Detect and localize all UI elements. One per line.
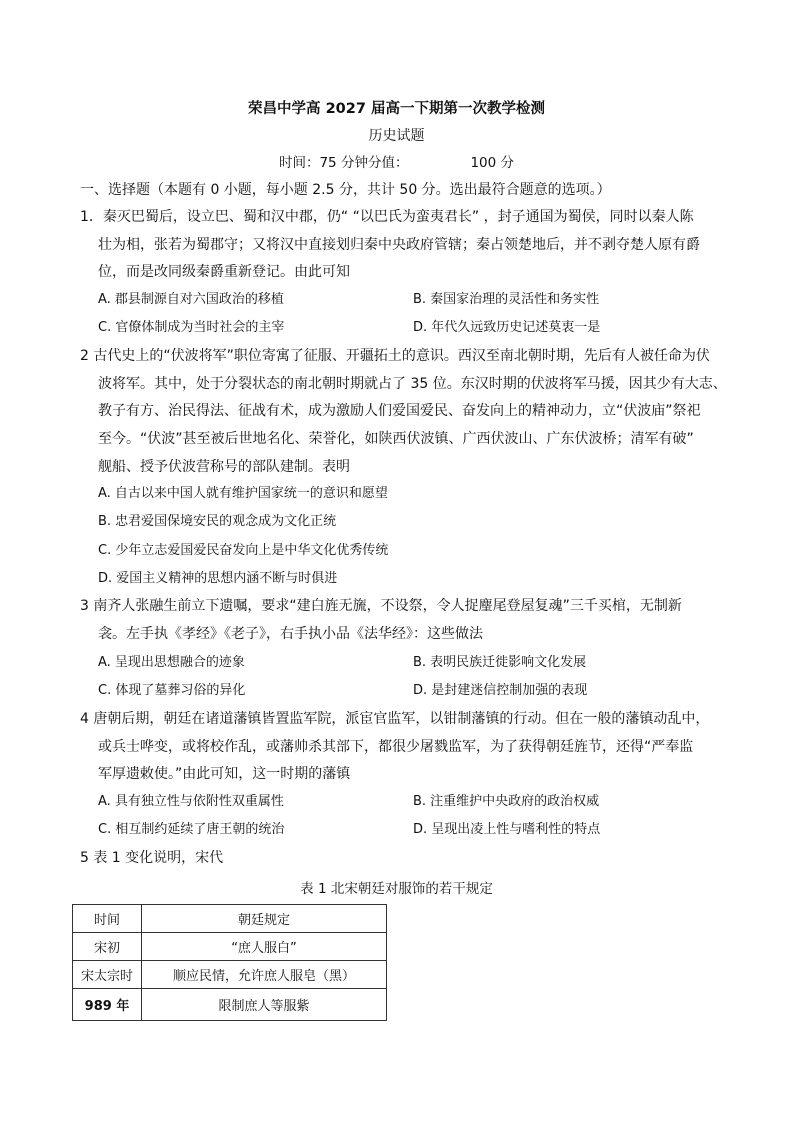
table-cell: 顺应民情，允许庶人服皂（黑） — [142, 961, 387, 989]
table-row — [73, 961, 387, 989]
section-heading: 一、选择题（本题有 0 小题，每小题 2.5 分，共计 50 分。选出最符合题意的选项。） — [80, 182, 611, 198]
score-value: 100 分 — [470, 155, 515, 171]
answer-option: C. 少年立志爱国爱民奋发向上是中华文化优秀传统 — [98, 543, 389, 558]
exam-subtitle: 历史试题 — [368, 128, 425, 144]
answer-option: B. 秦国家治理的灵活性和务实性 — [413, 292, 600, 307]
question-stem-line: 2 古代史上的“伏波将军”职位寄寓了征服、开疆拓土的意识。西汉至南北朝时期，先后有人被任命为伏 — [80, 348, 710, 364]
question-stem-line: 军厚遗敕使。”由此可知，这一时期的藩镇 — [98, 766, 351, 782]
table-header-cell: 朝廷规定 — [142, 905, 387, 933]
answer-option: D. 呈现出凌上性与嗜利性的特点 — [413, 822, 601, 837]
exam-title: 荣昌中学高 2027 届高一下期第一次教学检测 — [248, 101, 545, 117]
answer-option: C. 体现了墓葬习俗的异化 — [98, 683, 246, 698]
question-stem-line: 4 唐朝后期，朝廷在诸道藩镇皆置监军院，派宦官监军，以钳制藩镇的行动。但在一般的藩镇动乱中， — [80, 711, 710, 727]
answer-option: A. 具有独立性与依附性双重属性 — [98, 794, 284, 809]
question-stem-line: 3 南齐人张融生前立下遗嘱，要求“建白旌无旒，不设祭，令人捉麈尾登屋复魂”三千买棺，无制新 — [80, 598, 682, 614]
question-stem-line: 舰船、授予伏波营称号的部队建制。表明 — [98, 459, 350, 475]
answer-option: B. 忠君爱国保境安民的观念成为文化正统 — [98, 514, 337, 529]
question-stem-line: 或兵士哗变，或将校作乱，或藩帅杀其部下，都很少屠戮监军，为了获得朝廷旌节，还得“严奉监 — [98, 739, 694, 755]
answer-option: C. 官僚体制成为当时社会的主宰 — [98, 320, 285, 335]
table-cell: 宋初 — [73, 933, 142, 961]
clothing-rules-table — [72, 904, 387, 1021]
question-stem-line: 壮为相，张若为蜀郡守；又将汉中直接划归秦中央政府管辖；秦占领楚地后，并不剥夺楚人原有爵 — [98, 237, 700, 253]
answer-option: B. 注重维护中央政府的政治权威 — [413, 794, 600, 809]
table-header-row — [73, 905, 387, 933]
answer-option: A. 呈现出思想融合的迹象 — [98, 655, 245, 670]
answer-option: D. 爱国主义精神的思想内涵不断与时俱进 — [98, 571, 338, 586]
question-stem-line: 衾。左手执《孝经》《老子》，右手执小品《法华经》：这些做法 — [98, 626, 483, 642]
answer-option: B. 表明民族迁徙影响文化发展 — [413, 655, 587, 670]
question-stem-line: 位，而是改同级秦爵重新登记。由此可知 — [98, 264, 350, 280]
table-caption: 表 1 北宋朝廷对服饰的若干规定 — [300, 881, 493, 897]
answer-option: A. 郡县制源自对六国政治的移植 — [98, 292, 284, 307]
answer-option: A. 自古以来中国人就有维护国家统一的意识和愿望 — [98, 486, 388, 501]
question-stem-line: 波将军。其中，处于分裂状态的南北朝时期就占了 35 位。东汉时期的伏波将军马援，因其少有大志、 — [98, 376, 727, 392]
table-cell: “庶人服白” — [142, 933, 387, 961]
table-cell: 宋太宗时 — [73, 961, 142, 989]
table-row — [73, 933, 387, 961]
answer-option: D. 年代久远致历史记述莫衷一是 — [413, 320, 601, 335]
answer-option: C. 相互制约延续了唐王朝的统治 — [98, 822, 285, 837]
question-stem-line: 1．秦灭巴蜀后，设立巴、蜀和汉中郡，仍“ “以巴氏为蛮夷君长” ，封子通国为蜀侯，同时以秦人陈 — [80, 209, 694, 225]
table-cell: 989 年 — [73, 989, 142, 1021]
question-stem-line: 至今。“伏波”甚至被后世地名化、荣誉化，如陕西伏波镇、广西伏波山、广东伏波桥；清军有破” — [98, 431, 694, 447]
question-stem-line: 教子有方、治民得法、征战有术，成为激励人们爱国爱民、奋发向上的精神动力，立“伏波庙”祭祀 — [98, 403, 701, 419]
table-row — [73, 989, 387, 1021]
exam-time-score — [0, 154, 793, 172]
time-label: 时间：75 分钟分值： — [278, 155, 409, 171]
question-stem-line: 5 表 1 变化说明，宋代 — [80, 850, 224, 866]
answer-option: D. 是封建迷信控制加强的表现 — [413, 683, 588, 698]
table-header-cell: 时间 — [73, 905, 142, 933]
table-cell: 限制庶人等服紫 — [142, 989, 387, 1021]
